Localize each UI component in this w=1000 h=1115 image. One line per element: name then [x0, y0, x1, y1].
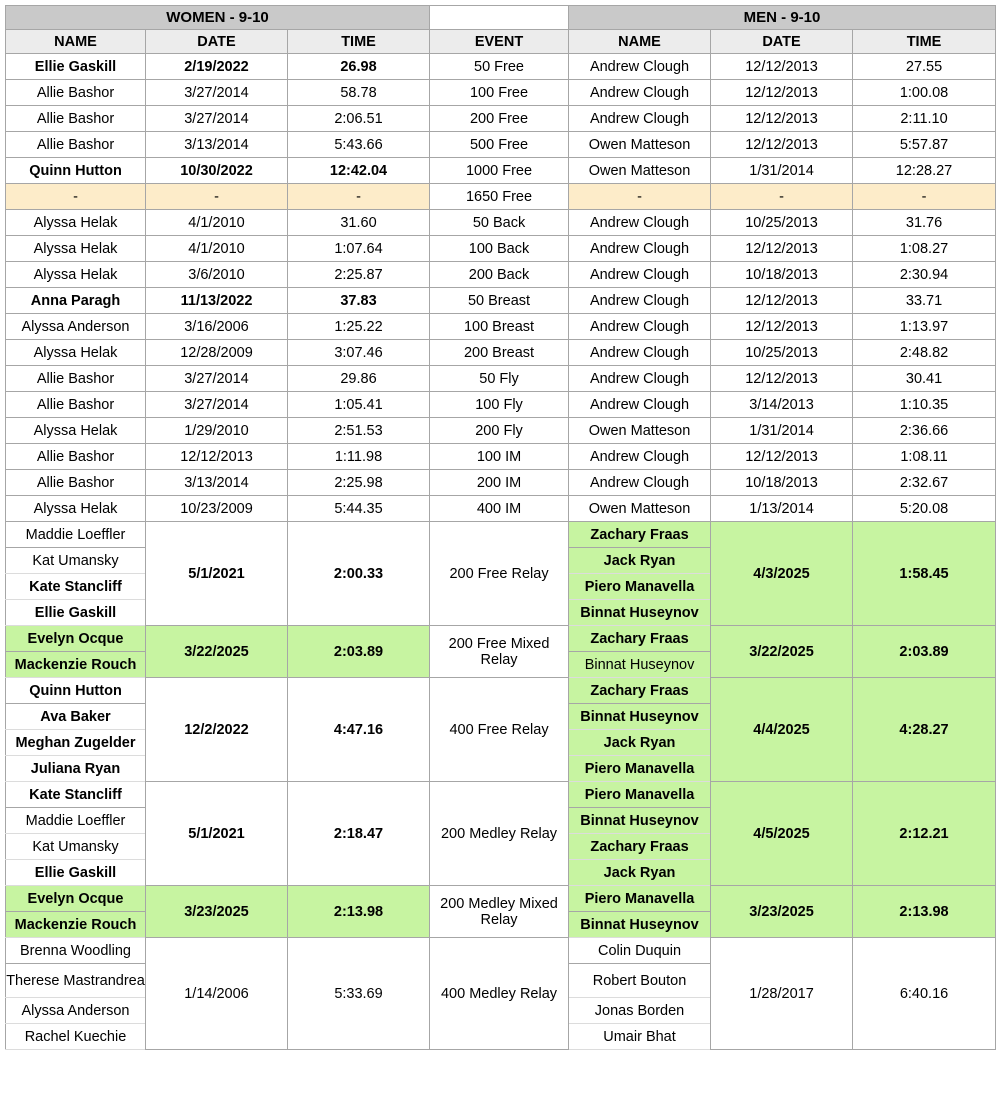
men-relay-swimmer: Jack Ryan [569, 548, 711, 574]
men-time-cell: 30.41 [853, 366, 996, 392]
women-date-cell: 2/19/2022 [146, 54, 288, 80]
women-time-cell: 3:07.46 [288, 340, 430, 366]
women-relay-date: 5/1/2021 [146, 522, 288, 626]
women-time-cell: 31.60 [288, 210, 430, 236]
men-date-cell: 12/12/2013 [711, 314, 853, 340]
men-relay-swimmer: Piero Manavella [569, 574, 711, 600]
relay-row [6, 782, 996, 808]
table-row [6, 366, 996, 392]
table-row [6, 418, 996, 444]
women-date-cell: 3/6/2010 [146, 262, 288, 288]
men-relay-swimmer: Zachary Fraas [569, 626, 711, 652]
women-relay-swimmer: Mackenzie Rouch [6, 912, 146, 938]
women-time-cell: 58.78 [288, 80, 430, 106]
relay-row [6, 626, 996, 652]
women-relay-time: 2:18.47 [288, 782, 430, 886]
women-relay-swimmer: Mackenzie Rouch [6, 652, 146, 678]
women-name-cell: Ellie Gaskill [6, 54, 146, 80]
men-date-cell: 12/12/2013 [711, 132, 853, 158]
men-time-cell: 1:13.97 [853, 314, 996, 340]
women-relay-time: 4:47.16 [288, 678, 430, 782]
relay-event-cell: 200 Free Relay [430, 522, 569, 626]
men-date-cell: 12/12/2013 [711, 80, 853, 106]
men-name-cell: Andrew Clough [569, 470, 711, 496]
women-name-cell: Allie Bashor [6, 392, 146, 418]
men-time-cell: - [853, 184, 996, 210]
men-name-cell: Andrew Clough [569, 236, 711, 262]
women-time-cell: 1:05.41 [288, 392, 430, 418]
men-date-cell: 12/12/2013 [711, 54, 853, 80]
men-relay-date: 3/22/2025 [711, 626, 853, 678]
event-cell: 200 Breast [430, 340, 569, 366]
men-relay-time: 1:58.45 [853, 522, 996, 626]
women-date-cell: 10/23/2009 [146, 496, 288, 522]
men-name-cell: Andrew Clough [569, 366, 711, 392]
men-relay-swimmer: Colin Duquin [569, 938, 711, 964]
women-time-cell: 2:51.53 [288, 418, 430, 444]
table-row [6, 470, 996, 496]
women-date-cell: 4/1/2010 [146, 210, 288, 236]
men-relay-time: 4:28.27 [853, 678, 996, 782]
men-time-cell: 5:20.08 [853, 496, 996, 522]
event-cell: 100 Back [430, 236, 569, 262]
men-name-cell: Andrew Clough [569, 392, 711, 418]
women-date-cell: 3/13/2014 [146, 132, 288, 158]
women-relay-swimmer: Quinn Hutton [6, 678, 146, 704]
women-date-cell: 3/27/2014 [146, 366, 288, 392]
men-date-cell: 1/31/2014 [711, 418, 853, 444]
women-relay-time: 2:03.89 [288, 626, 430, 678]
records-table [5, 5, 996, 1050]
table-row [6, 496, 996, 522]
men-time-cell: 33.71 [853, 288, 996, 314]
men-name-cell: Andrew Clough [569, 54, 711, 80]
men-date-cell: 10/25/2013 [711, 340, 853, 366]
men-date-cell: 1/13/2014 [711, 496, 853, 522]
women-date-cell: 12/12/2013 [146, 444, 288, 470]
women-relay-swimmer: Kate Stancliff [6, 782, 146, 808]
women-time-cell: - [288, 184, 430, 210]
women-name-cell: Allie Bashor [6, 366, 146, 392]
men-relay-swimmer: Piero Manavella [569, 782, 711, 808]
men-time-cell: 1:08.11 [853, 444, 996, 470]
women-relay-swimmer: Kat Umansky [6, 548, 146, 574]
men-relay-time: 2:13.98 [853, 886, 996, 938]
title-row [6, 6, 996, 30]
women-relay-swimmer: Therese Mastrandrea [6, 964, 146, 998]
relay-event-cell: 200 Free Mixed Relay [430, 626, 569, 678]
men-name-cell: Owen Matteson [569, 496, 711, 522]
event-cell: 1650 Free [430, 184, 569, 210]
men-relay-swimmer: Robert Bouton [569, 964, 711, 998]
event-cell: 200 Free [430, 106, 569, 132]
men-name-cell: Andrew Clough [569, 340, 711, 366]
women-relay-date: 3/22/2025 [146, 626, 288, 678]
men-date-cell: 12/12/2013 [711, 236, 853, 262]
event-cell: 50 Free [430, 54, 569, 80]
men-relay-date: 4/4/2025 [711, 678, 853, 782]
women-relay-date: 1/14/2006 [146, 938, 288, 1050]
women-time-cell: 37.83 [288, 288, 430, 314]
women-date-cell: 3/27/2014 [146, 106, 288, 132]
men-time-cell: 2:48.82 [853, 340, 996, 366]
event-header: EVENT [430, 30, 569, 54]
women-relay-swimmer: Meghan Zugelder [6, 730, 146, 756]
men-relay-swimmer: Zachary Fraas [569, 678, 711, 704]
table-row [6, 288, 996, 314]
table-row [6, 314, 996, 340]
women-time-cell: 12:42.04 [288, 158, 430, 184]
men-date-cell: 10/25/2013 [711, 210, 853, 236]
women-time-cell: 5:43.66 [288, 132, 430, 158]
table-row [6, 54, 996, 80]
men-relay-date: 1/28/2017 [711, 938, 853, 1050]
women-date-cell: - [146, 184, 288, 210]
women-time-cell: 1:25.22 [288, 314, 430, 340]
table-row [6, 340, 996, 366]
men-name-cell: - [569, 184, 711, 210]
column-header-row [6, 30, 996, 54]
women-name-cell: Alyssa Helak [6, 236, 146, 262]
women-name-cell: - [6, 184, 146, 210]
women-name-cell: Alyssa Anderson [6, 314, 146, 340]
men-name-cell: Andrew Clough [569, 262, 711, 288]
women-relay-swimmer: Evelyn Ocque [6, 886, 146, 912]
men-time-header: TIME [853, 30, 996, 54]
event-cell: 200 IM [430, 470, 569, 496]
table-row [6, 80, 996, 106]
event-cell: 100 Breast [430, 314, 569, 340]
women-time-header: TIME [288, 30, 430, 54]
men-name-cell: Owen Matteson [569, 418, 711, 444]
women-relay-swimmer: Maddie Loeffler [6, 522, 146, 548]
women-date-cell: 3/16/2006 [146, 314, 288, 340]
relay-event-cell: 200 Medley Relay [430, 782, 569, 886]
men-relay-date: 4/5/2025 [711, 782, 853, 886]
women-relay-date: 3/23/2025 [146, 886, 288, 938]
men-time-cell: 5:57.87 [853, 132, 996, 158]
men-time-cell: 2:36.66 [853, 418, 996, 444]
table-row [6, 392, 996, 418]
women-date-cell: 11/13/2022 [146, 288, 288, 314]
men-relay-swimmer: Piero Manavella [569, 756, 711, 782]
men-name-cell: Owen Matteson [569, 132, 711, 158]
women-relay-swimmer: Alyssa Anderson [6, 998, 146, 1024]
women-date-header: DATE [146, 30, 288, 54]
men-name-cell: Andrew Clough [569, 210, 711, 236]
men-relay-swimmer: Binnat Huseynov [569, 704, 711, 730]
women-name-cell: Alyssa Helak [6, 418, 146, 444]
women-relay-time: 5:33.69 [288, 938, 430, 1050]
women-time-cell: 1:07.64 [288, 236, 430, 262]
men-relay-time: 2:03.89 [853, 626, 996, 678]
men-relay-date: 3/23/2025 [711, 886, 853, 938]
men-date-cell: 3/14/2013 [711, 392, 853, 418]
men-relay-swimmer: Zachary Fraas [569, 522, 711, 548]
women-date-cell: 12/28/2009 [146, 340, 288, 366]
table-row [6, 236, 996, 262]
men-relay-swimmer: Jonas Borden [569, 998, 711, 1024]
women-name-cell: Alyssa Helak [6, 340, 146, 366]
women-relay-swimmer: Kat Umansky [6, 834, 146, 860]
women-relay-time: 2:13.98 [288, 886, 430, 938]
women-date-cell: 1/29/2010 [146, 418, 288, 444]
women-name-cell: Quinn Hutton [6, 158, 146, 184]
women-relay-swimmer: Rachel Kuechie [6, 1024, 146, 1050]
women-date-cell: 4/1/2010 [146, 236, 288, 262]
men-time-cell: 12:28.27 [853, 158, 996, 184]
men-name-cell: Andrew Clough [569, 80, 711, 106]
men-time-cell: 31.76 [853, 210, 996, 236]
event-cell: 400 IM [430, 496, 569, 522]
men-date-cell: 12/12/2013 [711, 288, 853, 314]
women-relay-time: 2:00.33 [288, 522, 430, 626]
men-date-cell: 12/12/2013 [711, 444, 853, 470]
women-name-cell: Anna Paragh [6, 288, 146, 314]
men-relay-swimmer: Jack Ryan [569, 860, 711, 886]
relay-row [6, 886, 996, 912]
table-row [6, 184, 996, 210]
men-name-cell: Andrew Clough [569, 444, 711, 470]
table-row [6, 262, 996, 288]
women-time-cell: 2:06.51 [288, 106, 430, 132]
women-relay-swimmer: Maddie Loeffler [6, 808, 146, 834]
men-date-cell: 10/18/2013 [711, 262, 853, 288]
men-relay-swimmer: Piero Manavella [569, 886, 711, 912]
men-time-cell: 2:32.67 [853, 470, 996, 496]
women-name-cell: Allie Bashor [6, 132, 146, 158]
women-date-cell: 3/13/2014 [146, 470, 288, 496]
men-relay-swimmer: Binnat Huseynov [569, 652, 711, 678]
relay-event-cell: 200 Medley Mixed Relay [430, 886, 569, 938]
event-cell: 200 Back [430, 262, 569, 288]
men-relay-swimmer: Binnat Huseynov [569, 912, 711, 938]
women-time-cell: 5:44.35 [288, 496, 430, 522]
men-relay-swimmer: Binnat Huseynov [569, 808, 711, 834]
men-time-cell: 1:08.27 [853, 236, 996, 262]
event-cell: 100 IM [430, 444, 569, 470]
men-relay-time: 2:12.21 [853, 782, 996, 886]
women-time-cell: 2:25.87 [288, 262, 430, 288]
women-relay-date: 5/1/2021 [146, 782, 288, 886]
men-name-cell: Owen Matteson [569, 158, 711, 184]
women-time-cell: 2:25.98 [288, 470, 430, 496]
men-title: MEN - 9-10 [569, 6, 996, 30]
men-time-cell: 1:10.35 [853, 392, 996, 418]
men-time-cell: 1:00.08 [853, 80, 996, 106]
women-relay-swimmer: Ellie Gaskill [6, 860, 146, 886]
women-name-cell: Allie Bashor [6, 444, 146, 470]
event-cell: 500 Free [430, 132, 569, 158]
event-cell: 100 Free [430, 80, 569, 106]
women-date-cell: 3/27/2014 [146, 80, 288, 106]
women-time-cell: 29.86 [288, 366, 430, 392]
women-date-cell: 10/30/2022 [146, 158, 288, 184]
women-time-cell: 26.98 [288, 54, 430, 80]
women-relay-swimmer: Ava Baker [6, 704, 146, 730]
event-cell: 100 Fly [430, 392, 569, 418]
event-cell: 50 Back [430, 210, 569, 236]
men-relay-swimmer: Jack Ryan [569, 730, 711, 756]
women-name-cell: Allie Bashor [6, 470, 146, 496]
table-row [6, 158, 996, 184]
men-relay-time: 6:40.16 [853, 938, 996, 1050]
women-relay-date: 12/2/2022 [146, 678, 288, 782]
table-row [6, 210, 996, 236]
men-time-cell: 2:11.10 [853, 106, 996, 132]
relay-row [6, 678, 996, 704]
table-row [6, 132, 996, 158]
men-date-cell: 12/12/2013 [711, 366, 853, 392]
women-name-cell: Allie Bashor [6, 106, 146, 132]
table-row [6, 444, 996, 470]
men-date-cell: 10/18/2013 [711, 470, 853, 496]
men-name-cell: Andrew Clough [569, 106, 711, 132]
women-time-cell: 1:11.98 [288, 444, 430, 470]
men-date-cell: - [711, 184, 853, 210]
men-time-cell: 27.55 [853, 54, 996, 80]
women-name-header: NAME [6, 30, 146, 54]
relay-event-cell: 400 Free Relay [430, 678, 569, 782]
relay-row [6, 938, 996, 964]
title-spacer [430, 6, 569, 30]
women-relay-swimmer: Juliana Ryan [6, 756, 146, 782]
table-row [6, 106, 996, 132]
men-date-cell: 1/31/2014 [711, 158, 853, 184]
men-name-header: NAME [569, 30, 711, 54]
event-cell: 50 Fly [430, 366, 569, 392]
men-date-header: DATE [711, 30, 853, 54]
men-time-cell: 2:30.94 [853, 262, 996, 288]
men-name-cell: Andrew Clough [569, 314, 711, 340]
women-relay-swimmer: Evelyn Ocque [6, 626, 146, 652]
women-name-cell: Alyssa Helak [6, 262, 146, 288]
women-name-cell: Allie Bashor [6, 80, 146, 106]
women-relay-swimmer: Kate Stancliff [6, 574, 146, 600]
women-relay-swimmer: Brenna Woodling [6, 938, 146, 964]
men-name-cell: Andrew Clough [569, 288, 711, 314]
men-relay-swimmer: Umair Bhat [569, 1024, 711, 1050]
women-name-cell: Alyssa Helak [6, 210, 146, 236]
relay-row [6, 522, 996, 548]
men-relay-date: 4/3/2025 [711, 522, 853, 626]
women-relay-swimmer: Ellie Gaskill [6, 600, 146, 626]
women-title: WOMEN - 9-10 [6, 6, 430, 30]
men-relay-swimmer: Zachary Fraas [569, 834, 711, 860]
event-cell: 1000 Free [430, 158, 569, 184]
men-relay-swimmer: Binnat Huseynov [569, 600, 711, 626]
women-name-cell: Alyssa Helak [6, 496, 146, 522]
men-date-cell: 12/12/2013 [711, 106, 853, 132]
event-cell: 200 Fly [430, 418, 569, 444]
relay-event-cell: 400 Medley Relay [430, 938, 569, 1050]
women-date-cell: 3/27/2014 [146, 392, 288, 418]
event-cell: 50 Breast [430, 288, 569, 314]
